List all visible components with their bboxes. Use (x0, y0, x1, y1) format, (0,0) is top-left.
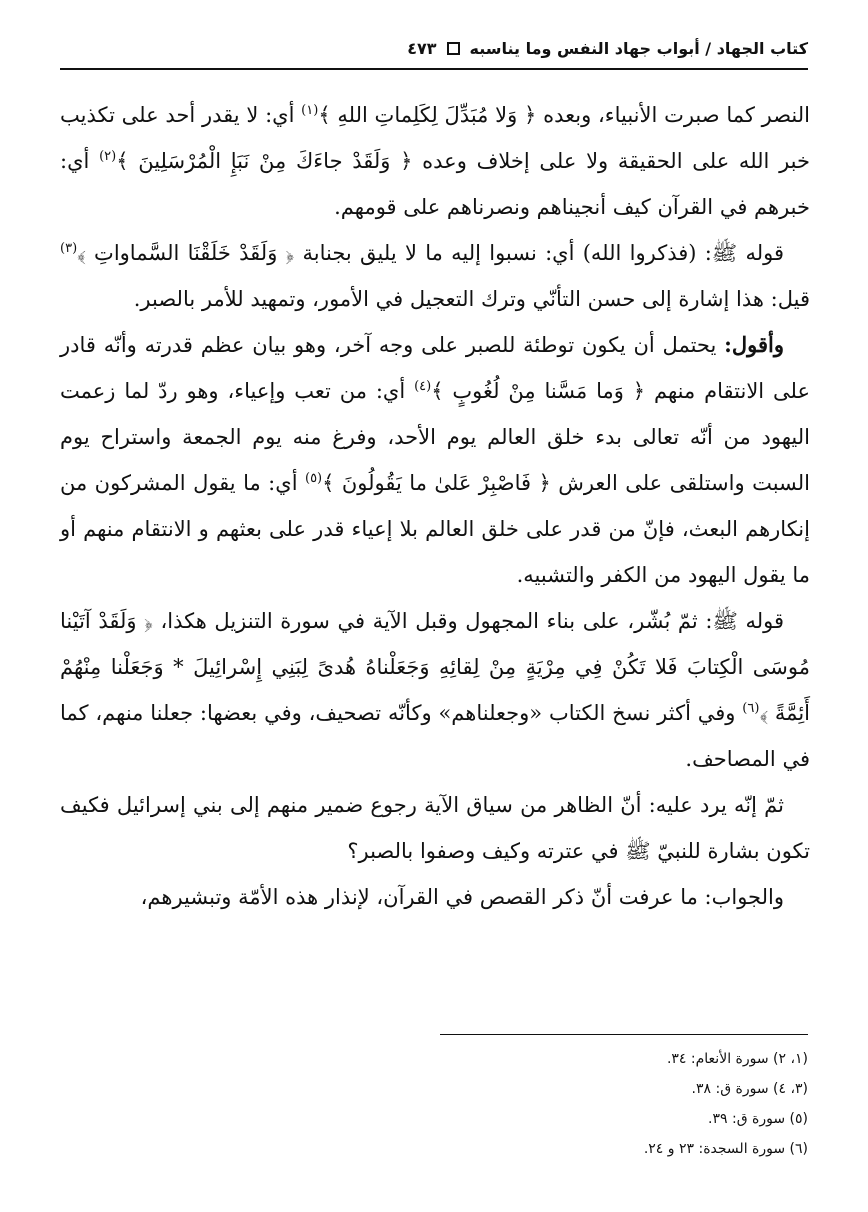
text-run: قوله ﷺ: (فذكروا الله) أي: نسبوا إليه ما لا يليق بجنابة ﴿ وَلَقَدْ خَلَقْنَا السَّماواتِ ﴾ (77, 241, 784, 265)
text-run: وفي أكثر نسخ الكتاب «وجعلناهم» وكأنّه تصحيف، وفي بعضها: جعلنا منهم، كما في المصاحف. (60, 701, 810, 771)
text-run: والجواب: ما عرفت أنّ ذكر القصص في القرآن، لإنذار هذه الأمّة وتبشيرهم، (140, 885, 784, 909)
text-run: النصر كما صبرت الأنبياء، وبعده ﴿ وَلا مُبَدِّلَ لِكَلِماتِ اللهِ ﴾ (318, 103, 810, 127)
running-header (60, 34, 808, 62)
text-run: أي: ما يقول المشركون من إنكارهم البعث، فإنّ من قدر على خلق العالم بلا إعياء قدر على بعثهم و الانتقام منهم أو ما يقول اليهود من الكفر والتشبيه. (60, 471, 810, 587)
footnote-marker: (٥) (304, 471, 323, 486)
header-rule (60, 68, 808, 70)
text-run: قوله ﷺ: ثمّ بُشّر، على بناء المجهول وقبل الآية في سورة التنزيل هكذا، ﴿ وَلَقَدْ آتَيْنا مُوسَى الْكِتابَ فَلا تَكُنْ فِي مِرْيَةٍ مِنْ لِقائِهِ وَجَعَلْناهُ هُدىً لِبَنِي إِسْرائِيلَ * وَجَعَلْنا مِنْهُمْ أَئِمَّةً ﴾ (60, 609, 811, 725)
page-number: ٤٧٣ (407, 38, 437, 58)
main-text (60, 92, 810, 920)
footnote-marker: (١) (301, 103, 319, 118)
footnote: (١، ٢) سورة الأنعام: ٣٤. (666, 1051, 808, 1067)
paragraph (60, 598, 810, 782)
footnote-marker: (٢) (99, 149, 117, 164)
text-run: يحتمل أن يكون توطئة للصبر على وجه آخر، وهو بيان عظم قدرته وأنّه قادر على الانتقام منهم ﴿ وَما مَسَّنا مِنْ لُغُوبٍ ﴾ (60, 333, 810, 403)
text-run: ثمّ إنّه يرد عليه: أنّ الظاهر من سياق الآية رجوع ضمير منهم إلى بني إسرائيل فكيف تكون بشارة للنبيّ ﷺ في عترته وكيف وصفوا بالصبر؟ (60, 793, 810, 863)
text-run: أي: من تعب وإعياء، وهو ردّ لما زعمت اليهود من أنّه تعالى بدء خلق العالم يوم الأحد، وفرغ منه يوم الجمعة واستراح يوم السبت واستلقى على العرش ﴿ فَاصْبِرْ عَلىٰ ما يَقُولُونَ ﴾ (60, 379, 810, 495)
footnote-marker: (٤) (414, 379, 432, 394)
text-run: أي: لا يقدر أحد على تكذيب خبر الله على الحقيقة ولا على إخلاف وعده ﴿ وَلَقَدْ جاءَكَ مِنْ نَبَإِ الْمُرْسَلِينَ ﴾ (60, 103, 810, 173)
footnote: (٦) سورة السجدة: ٢٣ و ٢٤. (643, 1141, 808, 1157)
header-title: كتاب الجهاد / أبواب جهاد النفس وما يناسبه (469, 38, 808, 58)
paragraph (60, 782, 810, 874)
footnote-marker: (٦) (742, 701, 760, 716)
paragraph (60, 322, 810, 598)
paragraph (60, 92, 810, 230)
text-run: قيل: هذا إشارة إلى حسن التأنّي وترك التعجيل في الأمور، وتمهيد للأمر بالصبر. (133, 287, 810, 311)
footnote-marker: (٣) (60, 241, 78, 256)
footnote: (٣، ٤) سورة ق: ٣٨. (691, 1081, 808, 1097)
footnote-rule (440, 1034, 808, 1035)
paragraph (60, 230, 810, 322)
text-run: أي: خبرهم في القرآن كيف أنجيناهم ونصرناهم على قومهم. (60, 149, 810, 219)
bold-lead-in: وأقول: (724, 332, 784, 357)
paragraph (60, 874, 810, 920)
header-separator-square (447, 42, 460, 55)
footnotes (440, 1044, 808, 1164)
footnote: (٥) سورة ق: ٣٩. (708, 1111, 808, 1127)
